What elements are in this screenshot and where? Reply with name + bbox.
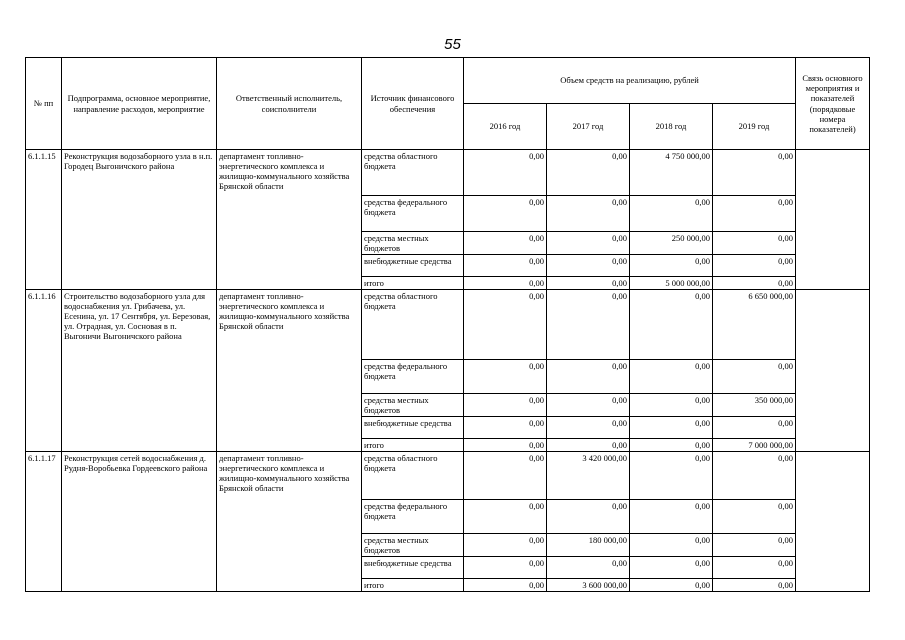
item-indicator-link bbox=[796, 452, 870, 592]
amount-cell: 0,00 bbox=[464, 534, 547, 557]
funding-source: средства местных бюджетов bbox=[362, 394, 464, 417]
header-source: Источник финансового обеспечения bbox=[362, 58, 464, 150]
amount-cell: 0,00 bbox=[464, 452, 547, 500]
item-executor: департамент топливно-энергетического комплекса и жилищно-коммунального хозяйства Брянской области bbox=[217, 290, 362, 452]
item-name: Строительство водозаборного узла для водоснабжения ул. Грибачева, ул. Есенина, ул. 17 Сентября, ул. Березовая, ул. Отрадная, ул. Сосновая в п. Выгоничи Выгоничского района bbox=[62, 290, 217, 452]
amount-cell: 0,00 bbox=[630, 255, 713, 277]
amount-cell: 0,00 bbox=[713, 232, 796, 255]
amount-cell: 0,00 bbox=[713, 417, 796, 439]
amount-cell: 0,00 bbox=[630, 500, 713, 534]
amount-cell: 350 000,00 bbox=[713, 394, 796, 417]
amount-cell: 0,00 bbox=[464, 579, 547, 592]
funding-source: средства федерального бюджета bbox=[362, 196, 464, 232]
header-link: Связь основного мероприятия и показателей (порядковые номера показателей) bbox=[796, 58, 870, 150]
funding-source: средства местных бюджетов bbox=[362, 534, 464, 557]
amount-cell: 3 420 000,00 bbox=[547, 452, 630, 500]
funding-source: итого bbox=[362, 277, 464, 290]
funding-source: средства областного бюджета bbox=[362, 452, 464, 500]
budget-table bbox=[25, 57, 870, 592]
amount-cell: 0,00 bbox=[547, 394, 630, 417]
funding-source: средства областного бюджета bbox=[362, 150, 464, 196]
header-name: Подпрограмма, основное мероприятие, направление расходов, мероприятие bbox=[62, 58, 217, 150]
amount-cell: 0,00 bbox=[464, 360, 547, 394]
funding-source: внебюджетные средства bbox=[362, 557, 464, 579]
item-number: 6.1.1.16 bbox=[26, 290, 62, 452]
amount-cell: 0,00 bbox=[547, 196, 630, 232]
amount-cell: 0,00 bbox=[464, 277, 547, 290]
item-number: 6.1.1.15 bbox=[26, 150, 62, 290]
header-executor: Ответственный исполнитель, соисполнители bbox=[217, 58, 362, 150]
table-row bbox=[26, 290, 870, 360]
amount-cell: 0,00 bbox=[547, 232, 630, 255]
header-year-2016: 2016 год bbox=[464, 104, 547, 150]
amount-cell: 0,00 bbox=[713, 150, 796, 196]
amount-cell: 0,00 bbox=[547, 417, 630, 439]
amount-cell: 0,00 bbox=[713, 500, 796, 534]
funding-source: средства федерального бюджета bbox=[362, 500, 464, 534]
header-year-2017: 2017 год bbox=[547, 104, 630, 150]
funding-source: средства областного бюджета bbox=[362, 290, 464, 360]
item-name: Реконструкция водозаборного узла в н.п. Городец Выгоничского района bbox=[62, 150, 217, 290]
amount-cell: 0,00 bbox=[630, 290, 713, 360]
header-amount: Объем средств на реализацию, рублей bbox=[464, 58, 796, 104]
amount-cell: 6 650 000,00 bbox=[713, 290, 796, 360]
amount-cell: 0,00 bbox=[630, 534, 713, 557]
header-no: № пп bbox=[26, 58, 62, 150]
amount-cell: 0,00 bbox=[630, 360, 713, 394]
amount-cell: 0,00 bbox=[547, 439, 630, 452]
amount-cell: 0,00 bbox=[464, 150, 547, 196]
amount-cell: 3 600 000,00 bbox=[547, 579, 630, 592]
item-executor: департамент топливно-энергетического комплекса и жилищно-коммунального хозяйства Брянской области bbox=[217, 150, 362, 290]
amount-cell: 0,00 bbox=[464, 500, 547, 534]
funding-source: средства федерального бюджета bbox=[362, 360, 464, 394]
amount-cell: 0,00 bbox=[713, 277, 796, 290]
amount-cell: 0,00 bbox=[713, 557, 796, 579]
item-executor: департамент топливно-энергетического комплекса и жилищно-коммунального хозяйства Брянской области bbox=[217, 452, 362, 592]
amount-cell: 0,00 bbox=[464, 557, 547, 579]
amount-cell: 0,00 bbox=[547, 150, 630, 196]
header-year-2019: 2019 год bbox=[713, 104, 796, 150]
amount-cell: 0,00 bbox=[713, 255, 796, 277]
page-number: 55 bbox=[444, 36, 461, 53]
funding-source: внебюджетные средства bbox=[362, 255, 464, 277]
amount-cell: 4 750 000,00 bbox=[630, 150, 713, 196]
amount-cell: 5 000 000,00 bbox=[630, 277, 713, 290]
amount-cell: 0,00 bbox=[464, 290, 547, 360]
amount-cell: 0,00 bbox=[630, 557, 713, 579]
amount-cell: 0,00 bbox=[630, 579, 713, 592]
amount-cell: 0,00 bbox=[630, 417, 713, 439]
amount-cell: 0,00 bbox=[464, 439, 547, 452]
amount-cell: 0,00 bbox=[547, 255, 630, 277]
funding-source: итого bbox=[362, 579, 464, 592]
amount-cell: 7 000 000,00 bbox=[713, 439, 796, 452]
item-name: Реконструкция сетей водоснабжения д. Рудня-Воробьевка Гордеевского района bbox=[62, 452, 217, 592]
amount-cell: 0,00 bbox=[547, 557, 630, 579]
amount-cell: 0,00 bbox=[464, 196, 547, 232]
item-indicator-link bbox=[796, 150, 870, 290]
table-row bbox=[26, 150, 870, 196]
item-number: 6.1.1.17 bbox=[26, 452, 62, 592]
amount-cell: 0,00 bbox=[630, 452, 713, 500]
amount-cell: 0,00 bbox=[630, 394, 713, 417]
amount-cell: 0,00 bbox=[713, 452, 796, 500]
amount-cell: 0,00 bbox=[547, 360, 630, 394]
table-row bbox=[26, 452, 870, 500]
amount-cell: 0,00 bbox=[464, 232, 547, 255]
amount-cell: 0,00 bbox=[630, 196, 713, 232]
amount-cell: 0,00 bbox=[713, 534, 796, 557]
amount-cell: 0,00 bbox=[547, 500, 630, 534]
funding-source: внебюджетные средства bbox=[362, 417, 464, 439]
funding-source: итого bbox=[362, 439, 464, 452]
item-indicator-link bbox=[796, 290, 870, 452]
amount-cell: 180 000,00 bbox=[547, 534, 630, 557]
amount-cell: 0,00 bbox=[713, 196, 796, 232]
amount-cell: 0,00 bbox=[464, 417, 547, 439]
amount-cell: 0,00 bbox=[547, 290, 630, 360]
amount-cell: 0,00 bbox=[464, 394, 547, 417]
amount-cell: 0,00 bbox=[547, 277, 630, 290]
amount-cell: 0,00 bbox=[464, 255, 547, 277]
amount-cell: 0,00 bbox=[713, 360, 796, 394]
header-year-2018: 2018 год bbox=[630, 104, 713, 150]
amount-cell: 0,00 bbox=[713, 579, 796, 592]
funding-source: средства местных бюджетов bbox=[362, 232, 464, 255]
amount-cell: 0,00 bbox=[630, 439, 713, 452]
amount-cell: 250 000,00 bbox=[630, 232, 713, 255]
